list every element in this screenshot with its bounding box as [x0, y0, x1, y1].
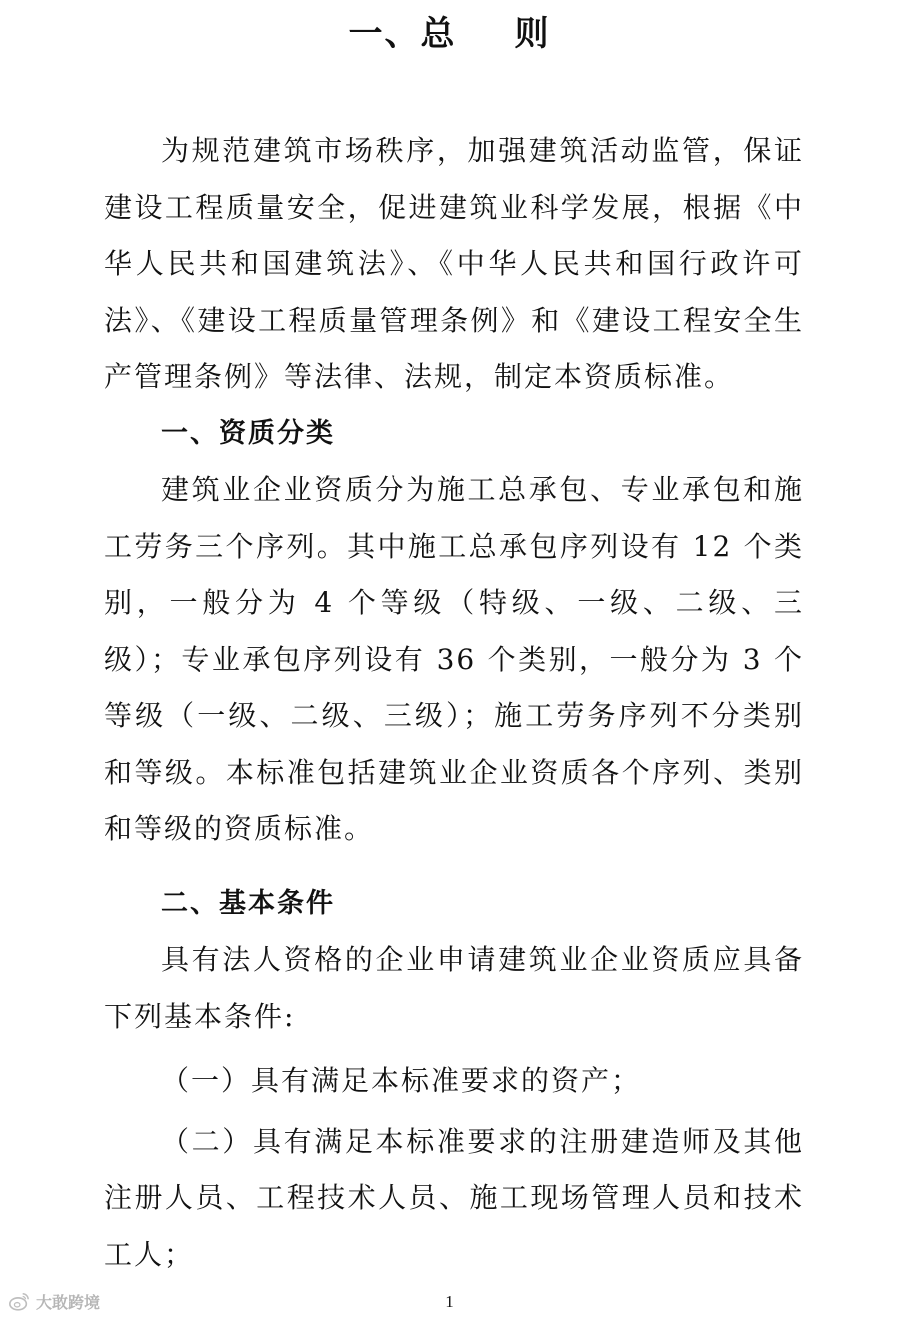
basic-conditions-paragraph: 具有法人资格的企业申请建筑业企业资质应具备下列基本条件:	[104, 943, 804, 1033]
qualification-types-paragraph: 建筑业企业资质分为施工总承包、专业承包和施工劳务三个序列。其中施工总承包序列设有 12 个类别，一般分为 4 个等级（特级、一级、二级、三级）；专业承包序列设有 36 个类别，一般分为 3 个等级（一级、二级、三级）；施工劳务序列不分类别和等级。本标准包括建筑业企业资质各个序列、类别和等级的资质标准。	[104, 473, 804, 845]
watermark	[8, 1290, 100, 1313]
title-part-1: 一、总	[348, 14, 457, 54]
section-heading-basic-conditions: 二、基本条件	[161, 887, 335, 919]
section-heading-qualification-types: 一、资质分类	[161, 417, 335, 449]
watermark-text: 大敢跨境	[36, 1293, 101, 1312]
condition-item-1: （一）具有满足本标准要求的资产；	[161, 1064, 642, 1097]
page-number: 1	[445, 1292, 454, 1311]
title-part-2: 则	[514, 14, 551, 54]
intro-paragraph: 为规范建筑市场秩序，加强建筑活动监管，保证建设工程质量安全，促进建筑业科学发展，根据《中华人民共和国建筑法》、《中华人民共和国行政许可法》、《建设工程质量管理条例》和《建设工程安全生产管理条例》等法律、法规，制定本资质标准。	[104, 134, 804, 393]
document-body	[104, 123, 804, 1283]
page-title	[0, 12, 899, 56]
condition-item-2: （二）具有满足本标准要求的注册建造师及其他注册人员、工程技术人员、施工现场管理人员和技术工人；	[104, 1124, 804, 1271]
weibo-logo-icon	[8, 1291, 30, 1313]
